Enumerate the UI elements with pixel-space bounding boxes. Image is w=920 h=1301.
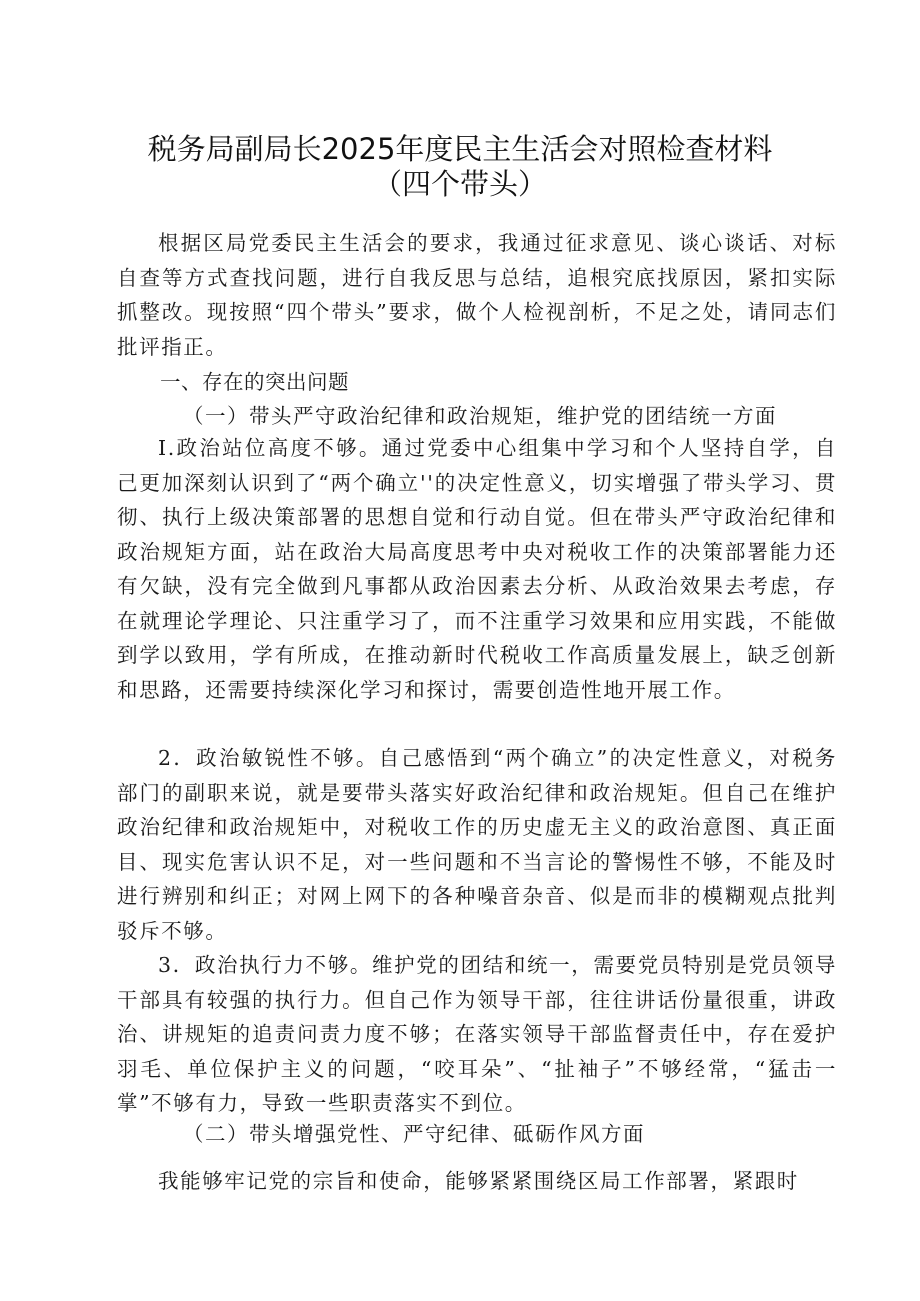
item-paragraph-1: I.政治站位高度不够。通过党委中心组集中学习和个人坚持自学，自己更加深刻认识到了“两个确立''的决定性意义，切实增强了带头学习、贯彻、执行上级决策部署的思想自觉和行动自觉。但在带头严守政治纪律和政治规矩方面，站在政治大局高度思考中央对税收工作的决策部署能力还有欠缺，没有完全做到凡事都从政治因素去分析、从政治效果去考虑，存在就理论学理论、只注重学习了，而不注重学习效果和应用实践，不能做到学以致用，学有所成，在推动新时代税收工作高质量发展上，缺乏创新和思路，还需要持续深化学习和探讨，需要创造性地开展工作。 — [117, 436, 837, 702]
document-title-line1: 税务局副局长2025年度民主生活会对照检查材料 — [147, 132, 773, 166]
closing-paragraph: 我能够牢记党的宗旨和使命，能够紧紧围绕区局工作部署，紧跟时 — [158, 1169, 799, 1193]
subsection-heading-political-discipline: （一）带头严守政治纪律和政治规矩，维护党的团结统一方面 — [183, 404, 777, 428]
item-paragraph-3: 3．政治执行力不够。维护党的团结和统一，需要党员特别是党员领导干部具有较强的执行力。但自己作为领导干部，往往讲话份量很重，讲政治、讲规矩的追责问责力度不够；在落实领导干部监督责任中，存在爱护羽毛、单位保护主义的问题，“咬耳朵”、“扯袖子”不够经常，“猛击一掌”不够有力，导致一些职责落实不到位。 — [117, 953, 837, 1115]
intro-paragraph: 根据区局党委民主生活会的要求，我通过征求意见、谈心谈话、对标自查等方式查找问题，进行自我反思与总结，追根究底找原因，紧扣实际抓整改。现按照“四个带头”要求，做个人检视剖析，不足之处，请同志们批评指正。 — [117, 231, 837, 359]
section-heading-problems: 一、存在的突出问题 — [160, 370, 349, 394]
document-title-line2: （四个带头） — [372, 167, 547, 201]
item-paragraph-2: 2．政治敏锐性不够。自己感悟到“两个确立”的决定性意义，对税务部门的副职来说，就是要带头落实好政治纪律和政治规矩。但自己在维护政治纪律和政治规矩中，对税收工作的历史虚无主义的政治意图、真正面目、现实危害认识不足，对一些问题和不当言论的警惕性不够，不能及时进行辨别和纠正；对网上网下的各种噪音杂音、似是而非的模糊观点批判驳斥不够。 — [117, 746, 837, 943]
subsection-heading-party-spirit: （二）带头增强党性、严守纪律、砥砺作风方面 — [183, 1122, 645, 1146]
